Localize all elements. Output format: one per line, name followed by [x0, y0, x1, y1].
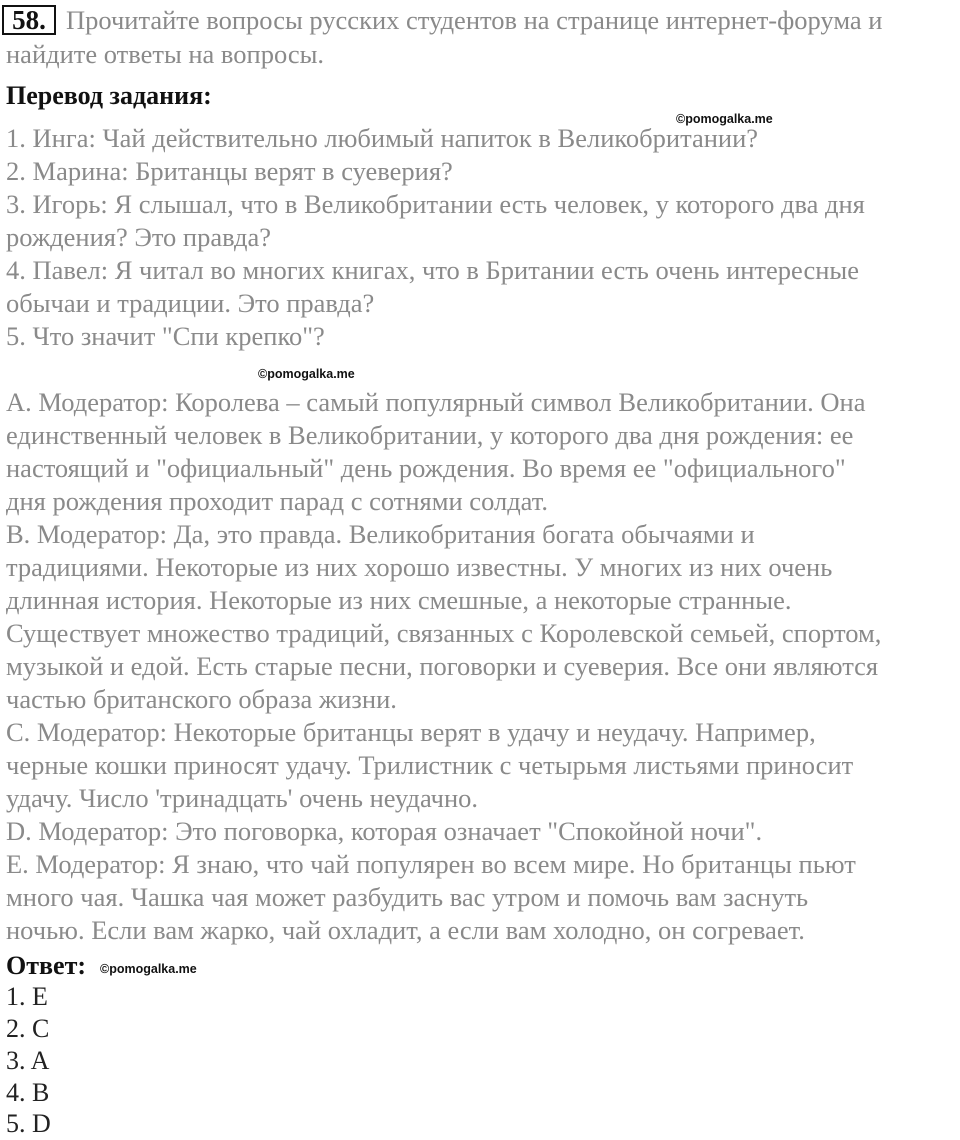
- answer-text-line-7: длинная история. Некоторые из них смешные, а некоторые странные.: [6, 585, 792, 615]
- answer-text-line-1: A. Модератор: Королева – самый популярный символ Великобритании. Она: [6, 387, 866, 417]
- answer-text-line-14: D. Модератор: Это поговорка, которая означает "Спокойной ночи".: [6, 816, 763, 846]
- answer-text-line-8: Существует множество традиций, связанных с Королевской семьей, спортом,: [6, 618, 882, 648]
- answer-text-line-10: частью британского образа жизни.: [6, 684, 397, 714]
- question-line-6: обычаи и традиции. Это правда?: [6, 288, 375, 318]
- answer-heading: Ответ:: [6, 951, 87, 980]
- question-line-4: рождения? Это правда?: [6, 222, 271, 252]
- answer-text-line-16: много чая. Чашка чая может разбудить вас утром и помочь вам заснуть: [6, 882, 809, 912]
- answer-text-line-5: B. Модератор: Да, это правда. Великобритания богата обычаями и: [6, 519, 755, 549]
- translation-heading: Перевод задания:: [6, 81, 212, 110]
- answer-text-line-17: ночью. Если вам жарко, чай охладит, а если вам холодно, он согревает.: [6, 915, 805, 945]
- answer-item-5: 5. D: [6, 1109, 51, 1138]
- question-line-5: 4. Павел: Я читал во многих книгах, что в Британии есть очень интересные: [6, 255, 859, 285]
- question-line-7: 5. Что значит "Спи крепко"?: [6, 321, 325, 351]
- answer-text-line-3: настоящий и "официальный" день рождения. Во время ее "официального": [6, 453, 846, 483]
- watermark-3: ©pomogalka.me: [100, 962, 197, 976]
- answer-text-line-9: музыкой и едой. Есть старые песни, поговорки и суеверия. Все они являются: [6, 651, 879, 681]
- answer-text-line-13: удачу. Число 'тринадцать' очень неудачно.: [6, 783, 479, 813]
- answer-item-1: 1. E: [6, 982, 48, 1011]
- answer-text-line-4: дня рождения проходит парад с сотнями солдат.: [6, 486, 548, 516]
- watermark-2: ©pomogalka.me: [258, 367, 355, 381]
- watermark-1: ©pomogalka.me: [676, 112, 773, 126]
- answer-item-3: 3. A: [6, 1046, 50, 1075]
- answer-text-line-12: черные кошки приносят удачу. Трилистник с четырьмя листьями приносит: [6, 750, 854, 780]
- instruction-line-2: найдите ответы на вопросы.: [6, 39, 325, 69]
- question-line-1: 1. Инга: Чай действительно любимый напиток в Великобритании?: [6, 123, 759, 153]
- answer-item-4: 4. B: [6, 1078, 50, 1107]
- answer-text-line-2: единственный человек в Великобритании, у которого два дня рождения: ее: [6, 420, 854, 450]
- question-line-3: 3. Игорь: Я слышал, что в Великобритании есть человек, у которого два дня: [6, 189, 865, 219]
- instruction-line-1: Прочитайте вопросы русских студентов на странице интернет-форума и: [66, 5, 883, 35]
- answer-text-line-11: C. Модератор: Некоторые британцы верят в удачу и неудачу. Например,: [6, 717, 816, 747]
- answer-text-line-15: E. Модератор: Я знаю, что чай популярен во всем мире. Но британцы пьют: [6, 849, 856, 879]
- answer-item-2: 2. C: [6, 1014, 50, 1043]
- question-line-2: 2. Марина: Британцы верят в суеверия?: [6, 156, 453, 186]
- answer-text-line-6: традициями. Некоторые из них хорошо известны. У многих из них очень: [6, 552, 833, 582]
- task-number-badge: 58.: [2, 5, 56, 35]
